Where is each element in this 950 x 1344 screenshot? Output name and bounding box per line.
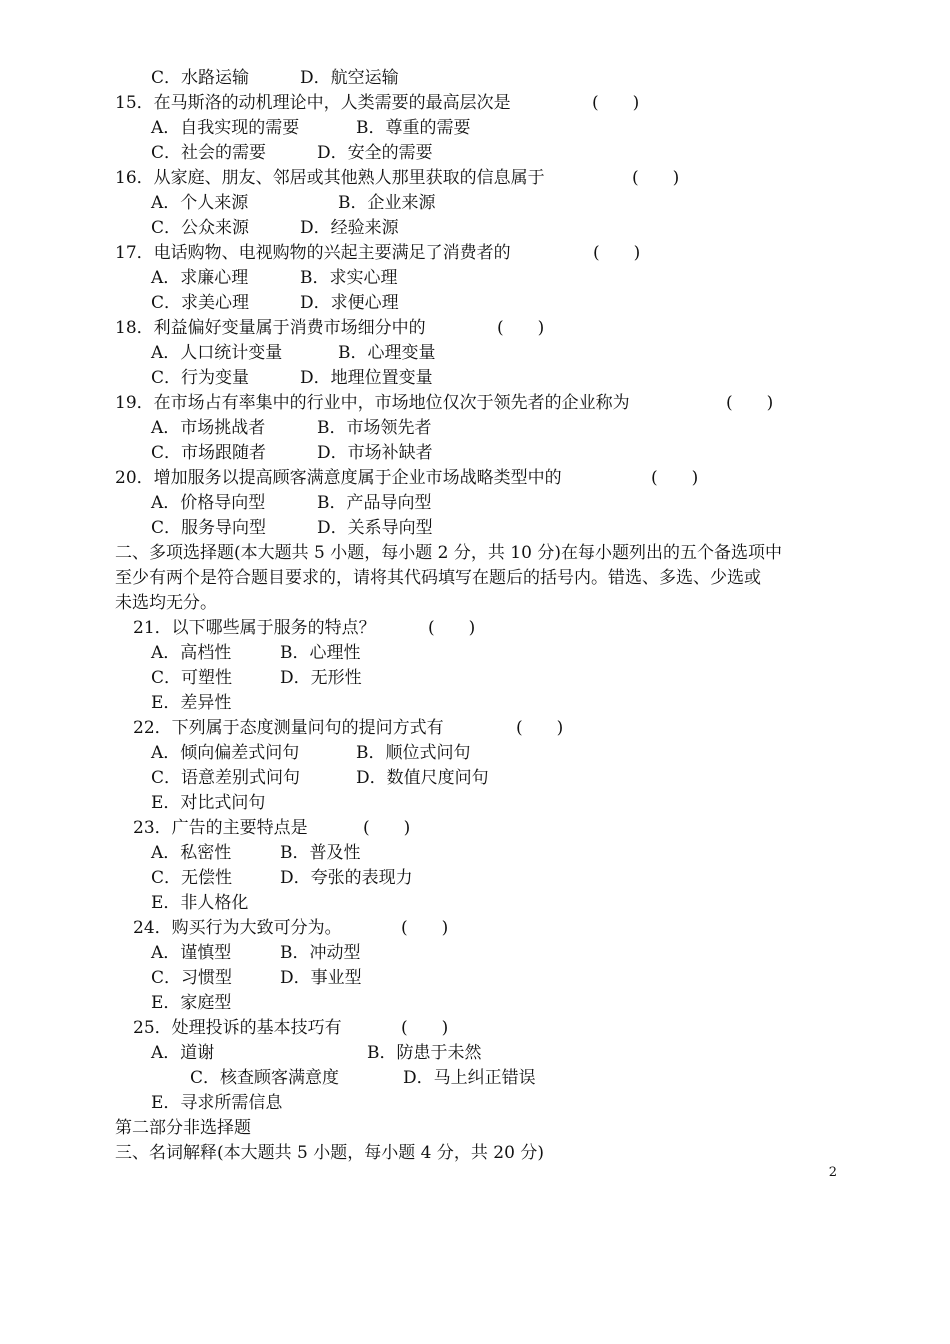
option-b: B．尊重的需要	[356, 118, 471, 138]
option-e: E．对比式问句	[151, 793, 266, 813]
option-c: C．行为变量	[151, 368, 250, 388]
section-heading: 二、多项选择题(本大题共 5 小题，每小题 2 分，共 10 分)在每小题列出的五个备选项中	[115, 543, 782, 563]
answer-blank: ( )	[726, 393, 774, 413]
section-heading: 三、名词解释(本大题共 5 小题，每小题 4 分，共 20 分)	[115, 1143, 544, 1163]
option-c: C．可塑性	[151, 668, 233, 688]
option-d: D．夸张的表现力	[280, 868, 413, 888]
option-d: D．关系导向型	[317, 518, 433, 538]
option-a: A．谨慎型	[151, 943, 232, 963]
option-a: A．市场挑战者	[151, 418, 266, 438]
answer-blank: ( )	[363, 818, 411, 838]
option-a: A．人口统计变量	[151, 343, 283, 363]
option-d: D．地理位置变量	[300, 368, 433, 388]
option-e: E．家庭型	[151, 993, 232, 1013]
option-c: C．习惯型	[151, 968, 233, 988]
section-instructions: 至少有两个是符合题目要求的，请将其代码填写在题后的括号内。错选、多选、少选或	[115, 568, 761, 588]
option-b: B．心理变量	[338, 343, 436, 363]
answer-blank: ( )	[428, 618, 476, 638]
option-d: D．求便心理	[300, 293, 399, 313]
option-b: B．心理性	[280, 643, 361, 663]
option-c: C．公众来源	[151, 218, 250, 238]
option-b: B．防患于未然	[367, 1043, 482, 1063]
option-c: C．核查顾客满意度	[190, 1068, 340, 1088]
option-d: D．安全的需要	[317, 143, 433, 163]
option-a: A．私密性	[151, 843, 232, 863]
option-c: C．语意差别式问句	[151, 768, 301, 788]
option-d: D．无形性	[280, 668, 362, 688]
option-c: C．市场跟随者	[151, 443, 267, 463]
answer-blank: ( )	[401, 1018, 449, 1038]
question-24: 24．购买行为大致可分为。	[133, 918, 342, 938]
option-c: C．求美心理	[151, 293, 250, 313]
option-b: B．求实心理	[300, 268, 398, 288]
option-e: E．差异性	[151, 693, 232, 713]
option-c: C．无偿性	[151, 868, 233, 888]
option-b: B．冲动型	[280, 943, 361, 963]
option-b: B．市场领先者	[317, 418, 432, 438]
question-22: 22．下列属于态度测量问句的提问方式有	[133, 718, 444, 738]
option-c: C．社会的需要	[151, 143, 267, 163]
answer-blank: ( )	[651, 468, 699, 488]
option-d: D．航空运输	[300, 68, 399, 88]
option-b: B．企业来源	[338, 193, 436, 213]
answer-blank: ( )	[497, 318, 545, 338]
question-25: 25．处理投诉的基本技巧有	[133, 1018, 342, 1038]
option-b: B．顺位式问句	[356, 743, 471, 763]
option-d: D．数值尺度问句	[356, 768, 489, 788]
option-d: D．事业型	[280, 968, 362, 988]
option-a: A．道谢	[151, 1043, 215, 1063]
option-e: E．寻求所需信息	[151, 1093, 283, 1113]
option-c: C．水路运输	[151, 68, 250, 88]
option-a: A．自我实现的需要	[151, 118, 300, 138]
question-15: 15．在马斯洛的动机理论中，人类需要的最高层次是	[115, 93, 511, 113]
answer-blank: ( )	[401, 918, 449, 938]
answer-blank: ( )	[592, 93, 640, 113]
option-e: E．非人格化	[151, 893, 249, 913]
option-a: A．高档性	[151, 643, 232, 663]
question-17: 17．电话购物、电视购物的兴起主要满足了消费者的	[115, 243, 511, 263]
question-18: 18．利益偏好变量属于消费市场细分中的	[115, 318, 426, 338]
answer-blank: ( )	[516, 718, 564, 738]
section-instructions: 未选均无分。	[115, 593, 217, 613]
page-number: 2	[828, 1165, 837, 1180]
option-d: D．市场补缺者	[317, 443, 433, 463]
option-d: D．马上纠正错误	[403, 1068, 536, 1088]
answer-blank: ( )	[632, 168, 680, 188]
question-23: 23．广告的主要特点是	[133, 818, 308, 838]
option-d: D．经验来源	[300, 218, 399, 238]
option-b: B．产品导向型	[317, 493, 432, 513]
option-a: A．倾向偏差式问句	[151, 743, 300, 763]
question-20: 20．增加服务以提高顾客满意度属于企业市场战略类型中的	[115, 468, 562, 488]
question-19: 19．在市场占有率集中的行业中，市场地位仅次于领先者的企业称为	[115, 393, 630, 413]
question-16: 16．从家庭、朋友、邻居或其他熟人那里获取的信息属于	[115, 168, 545, 188]
option-a: A．求廉心理	[151, 268, 249, 288]
option-a: A．个人来源	[151, 193, 249, 213]
question-21: 21．以下哪些属于服务的特点？	[133, 618, 376, 638]
option-c: C．服务导向型	[151, 518, 267, 538]
part-title: 第二部分非选择题	[115, 1118, 251, 1138]
option-a: A．价格导向型	[151, 493, 266, 513]
option-b: B．普及性	[280, 843, 361, 863]
answer-blank: ( )	[593, 243, 641, 263]
